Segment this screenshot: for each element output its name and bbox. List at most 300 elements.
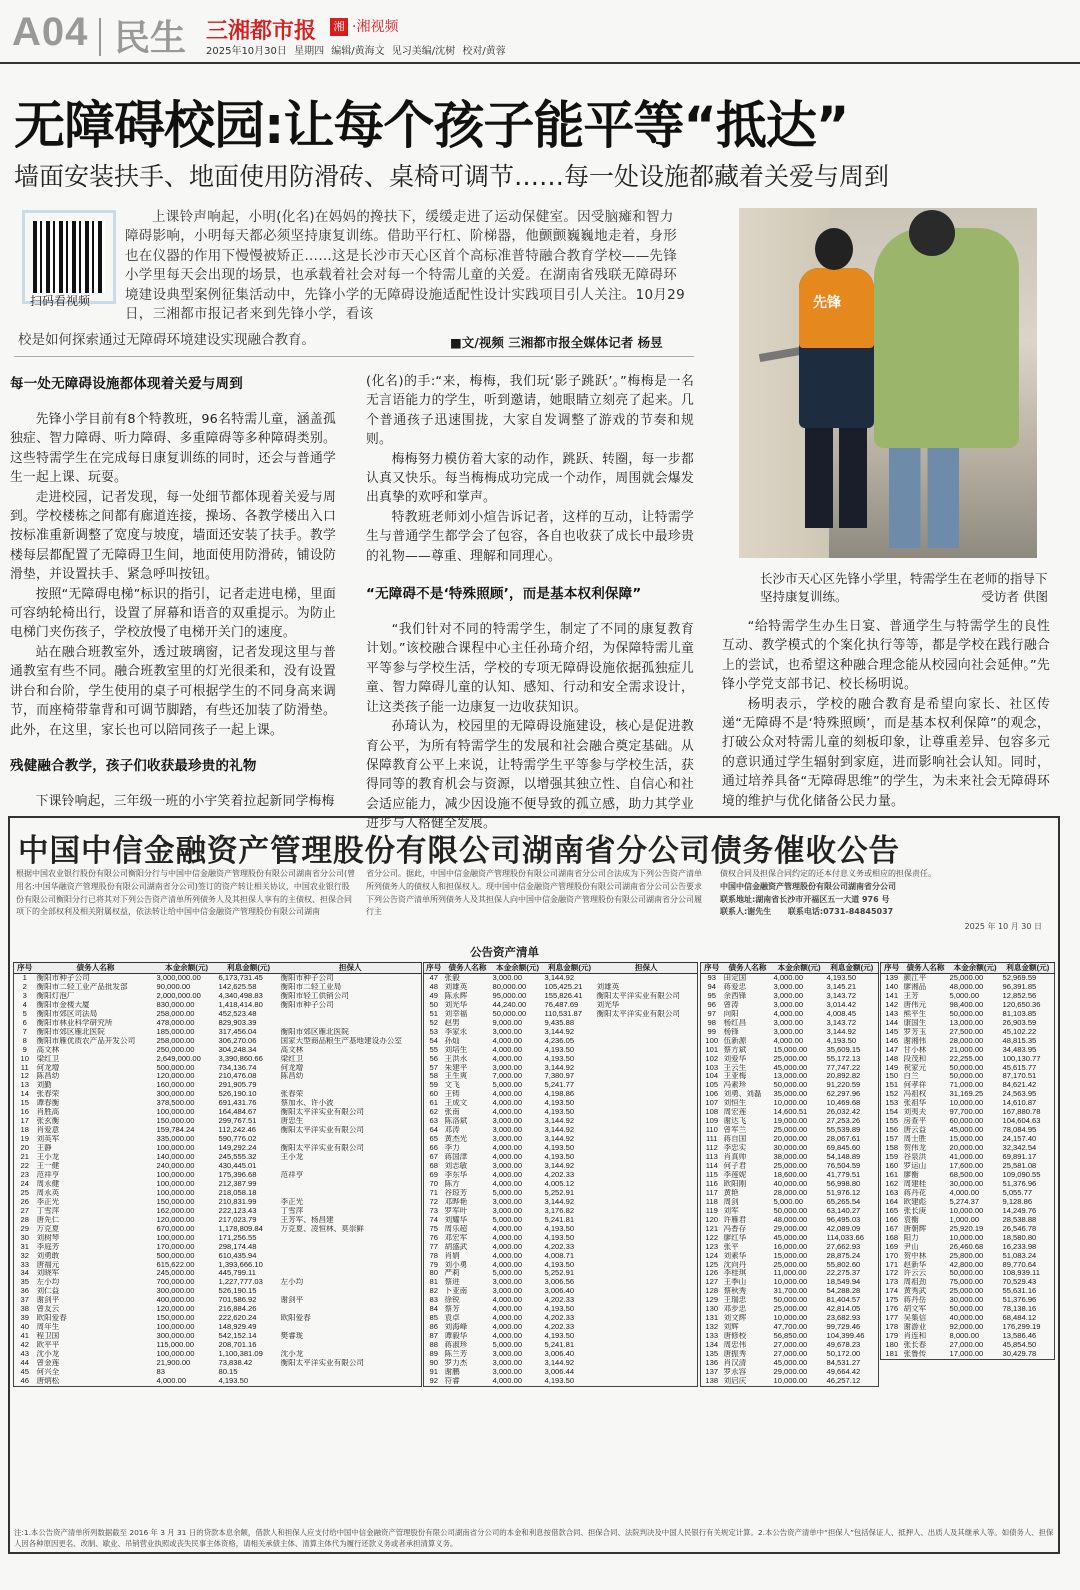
table-cell: 王芳 <box>903 991 919 1000</box>
table-cell: 217,023.79 <box>218 1215 257 1224</box>
table-cell: 唐振秀 <box>723 1350 747 1359</box>
table-row <box>881 1099 1055 1108</box>
table-row <box>701 1278 879 1287</box>
column-header: 担保人 <box>280 963 422 974</box>
table-cell: 张长庚 <box>903 1206 927 1215</box>
table-row <box>701 1323 879 1332</box>
table-cell: 蒋自国 <box>723 1135 747 1144</box>
table-row <box>14 1046 422 1055</box>
table-cell: 93 <box>707 973 716 982</box>
table-cell: 蔡秋秀 <box>723 1287 747 1296</box>
paragraph: 孙琦认为，校园里的无障碍设施建设，核心是促进教育公平，为所有特需学生的发展和社会融合奠定基础。从保障教育公平上来说，让特需学生平等参与学校生活，获得同等的教育机会与资源，以增强其独立性、自信心和社会适应能力，减少因设施不便导致的孤立感，助力其学业进步与人格健全发展。 <box>366 719 694 832</box>
table-cell: 周永健 <box>36 1179 60 1188</box>
table-cell: 3,143.72 <box>826 991 857 1000</box>
table-cell: 衡阳市郊区司法局 <box>36 1009 98 1018</box>
table-cell: 176 <box>885 1305 899 1314</box>
table-cell: 29,000.00 <box>773 1224 808 1233</box>
table-cell: 38,000.00 <box>773 1153 808 1162</box>
table-cell: 胡文军 <box>903 1305 927 1314</box>
table-cell: 120,000.00 <box>156 1215 195 1224</box>
column-header: 利息金额(元) <box>218 963 280 974</box>
table-cell: 许雁君 <box>723 1215 747 1224</box>
company-address: 联系地址:湖南省长沙市开福区五一大道 976 号 <box>720 894 890 904</box>
table-cell: 670,000.00 <box>156 1224 195 1233</box>
table-row <box>14 983 422 992</box>
table-cell: 3,000.00 <box>773 1027 804 1036</box>
table-cell: 12,852.56 <box>1002 991 1037 1000</box>
table-cell: 108,939.11 <box>1002 1269 1040 1278</box>
table-cell <box>596 1305 698 1314</box>
section-heading: “无障碍不是‘特殊照顾’，而是基本权利保障” <box>366 586 642 603</box>
table-cell: 杨锋 <box>723 1027 739 1036</box>
table-cell: 24,563.95 <box>1002 1090 1037 1099</box>
table-cell: 82 <box>429 1287 438 1296</box>
table-cell: 何孝祥 <box>903 1081 927 1090</box>
table-cell: 7 <box>22 1027 27 1036</box>
table-row <box>881 1350 1055 1359</box>
table-cell: 刘幸福 <box>444 1009 468 1018</box>
table-cell: 杨红昌 <box>723 1018 747 1027</box>
table-cell: 120 <box>705 1215 719 1224</box>
table-cell: 50,000.00 <box>773 1206 808 1215</box>
column-header: 利息金额(元) <box>1002 963 1055 974</box>
table-cell: 罗芳玉 <box>903 1027 927 1036</box>
table-cell: 71 <box>429 1188 438 1197</box>
table-cell: 95,000.00 <box>492 991 527 1000</box>
table-cell: 378,500.00 <box>156 1099 195 1108</box>
table-row <box>701 1010 879 1019</box>
table-cell: 谢湘伟 <box>903 1036 927 1045</box>
table-cell: 4,000.00 <box>492 1323 523 1332</box>
table-row <box>881 1028 1055 1037</box>
table-row <box>424 1001 698 1010</box>
table-row <box>701 1216 879 1225</box>
table-cell: 3,144.92 <box>826 1027 857 1036</box>
table-row <box>701 1001 879 1010</box>
table-cell: 159,784.24 <box>156 1126 195 1135</box>
table-cell: 129 <box>705 1296 719 1305</box>
table-cell: 刘海峰 <box>444 1323 468 1332</box>
table-cell: 162 <box>885 1179 899 1188</box>
table-cell: 梁红卫 <box>36 1054 60 1063</box>
table-row <box>701 1046 879 1055</box>
table-row <box>14 1028 422 1037</box>
table-cell: 26,460.68 <box>949 1242 984 1251</box>
table-cell: 63,140.27 <box>826 1206 861 1215</box>
table-cell: 刘恒生 <box>723 1099 747 1108</box>
table-cell: 伍新源 <box>723 1036 747 1045</box>
table-cell: 4,202.33 <box>544 1242 575 1251</box>
table-cell: 黄秀武 <box>903 1287 927 1296</box>
table-cell: 廖红华 <box>723 1233 747 1242</box>
table-cell: 142 <box>885 1000 899 1009</box>
table-cell: 3,006.40 <box>544 1350 575 1359</box>
table-row <box>881 974 1055 983</box>
table-cell <box>280 1269 422 1278</box>
table-cell: 曾涛 <box>723 1000 739 1009</box>
table-cell: 142,625.58 <box>218 982 257 991</box>
table-row <box>881 1144 1055 1153</box>
table-cell: 165 <box>885 1206 899 1215</box>
table-cell: 144 <box>885 1018 899 1027</box>
table-cell: 3,145.21 <box>826 982 857 991</box>
table-row <box>14 1081 422 1090</box>
table-cell: 45,000.00 <box>949 1126 984 1135</box>
table-cell: 4,193.50 <box>544 1045 575 1054</box>
table-cell: 29,000.00 <box>773 1367 808 1376</box>
table-cell: 100,000.00 <box>156 1350 195 1359</box>
table-row <box>881 1108 1055 1117</box>
table-cell: 刘树琴 <box>36 1233 60 1242</box>
table-cell: 衡阳市种子公司 <box>280 1000 334 1009</box>
table-cell: 衡阳灯泡厂 <box>36 991 75 1000</box>
table-cell: 陈昌幼 <box>280 1072 304 1081</box>
table-cell: 13,000.00 <box>949 1018 984 1027</box>
table-cell: 52 <box>429 1018 438 1027</box>
table-cell: 123 <box>705 1242 719 1251</box>
table-cell: 77,747.22 <box>826 1063 861 1072</box>
table-cell: 71,000.00 <box>949 1081 984 1090</box>
table-cell: 刘雄英 <box>444 982 468 991</box>
table-cell: 30,429.78 <box>1002 1350 1037 1359</box>
table-cell: 41,779.51 <box>826 1170 861 1179</box>
table-cell: 3,000.00 <box>773 1018 804 1027</box>
table-cell: 138 <box>705 1376 719 1385</box>
column-header: 本金余额(元) <box>949 963 1002 974</box>
qr-code-icon[interactable] <box>22 210 116 304</box>
table-row <box>701 1243 879 1252</box>
table-cell <box>596 1341 698 1350</box>
table-row <box>424 1081 698 1090</box>
table-cell: 700,000.00 <box>156 1278 195 1287</box>
table-cell: 23 <box>20 1170 29 1179</box>
table-cell: 左小均 <box>36 1278 60 1287</box>
table-cell: 100,000.00 <box>156 1179 195 1188</box>
table-cell: 4,000.00 <box>492 1179 523 1188</box>
table-cell: 132 <box>705 1323 719 1332</box>
table-cell: 101 <box>705 1045 719 1054</box>
table-cell: 4,193.50 <box>544 1332 575 1341</box>
table-cell: 81,103.85 <box>1002 1009 1037 1018</box>
table-row <box>14 1278 422 1287</box>
header-divider <box>99 18 101 56</box>
table-cell: 50,172.00 <box>826 1350 861 1359</box>
table-header-row <box>424 963 698 974</box>
table-row <box>424 1037 698 1046</box>
table-cell: 70 <box>429 1179 438 1188</box>
table-cell: 12 <box>20 1072 29 1081</box>
table-cell: 50,000.00 <box>949 1269 984 1278</box>
table-row <box>881 1064 1055 1073</box>
table-cell: 258,000.00 <box>156 1036 195 1045</box>
table-cell: 3,000.00 <box>773 991 804 1000</box>
table-cell: 谭春衡 <box>36 1099 60 1108</box>
table-cell <box>280 1189 422 1198</box>
table-cell: 240,000.00 <box>156 1162 195 1171</box>
table-row <box>881 1243 1055 1252</box>
table-cell: 唐忠生 <box>280 1117 304 1126</box>
table-row <box>14 1323 422 1332</box>
table-cell: 157 <box>885 1135 899 1144</box>
table-cell: 49 <box>429 991 438 1000</box>
table-cell: 245,000.00 <box>156 1269 195 1278</box>
table-cell: 1 <box>22 973 27 982</box>
table-cell: 137 <box>705 1367 719 1376</box>
table-cell <box>596 1216 698 1225</box>
table-cell: 45 <box>20 1367 29 1376</box>
table-row <box>14 1377 422 1386</box>
table-cell: 18,549.94 <box>826 1278 861 1287</box>
table-cell: 衡阳市郊区雁北医院 <box>280 1027 349 1036</box>
table-cell: 161 <box>885 1170 899 1179</box>
table-cell: 18 <box>20 1126 29 1135</box>
table-cell: 56,850.00 <box>773 1332 808 1341</box>
table-cell: 26,546.78 <box>1002 1224 1037 1233</box>
table-cell: 4,193.50 <box>826 973 857 982</box>
table-cell: 46 <box>20 1376 29 1385</box>
table-cell: 5,000.00 <box>773 1197 804 1206</box>
table-cell: 120,650.36 <box>1002 1000 1041 1009</box>
table-cell <box>596 1287 698 1296</box>
table-cell: 171,256.55 <box>218 1233 257 1242</box>
table-cell: 冯香存 <box>723 1224 747 1233</box>
table-cell: 41 <box>20 1332 29 1341</box>
table-cell: 46,257.12 <box>826 1376 861 1385</box>
table-cell: 沈小龙 <box>36 1350 60 1359</box>
table-cell: 60 <box>429 1090 438 1099</box>
table-cell: 83 <box>156 1367 165 1376</box>
table-row <box>881 1216 1055 1225</box>
table-cell <box>596 1377 698 1386</box>
table-cell: 谢剑平 <box>36 1296 60 1305</box>
table-cell: 28,875.24 <box>826 1251 861 1260</box>
table-cell: 欧阳爱春 <box>36 1314 67 1323</box>
table-cell: 衡阳市轻工供销公司 <box>280 991 349 1000</box>
table-cell: 3,144.92 <box>544 1162 575 1171</box>
table-cell: 54,148.89 <box>826 1153 861 1162</box>
table-cell <box>596 1368 698 1377</box>
table-cell: 刘小勇 <box>444 1260 468 1269</box>
article-intro-end: 校是如何探索通过无障碍环境建设实现融合教育。 <box>18 332 315 348</box>
newspaper-brand: 三湘都市报 <box>206 19 317 44</box>
table-cell: 唐朝辉 <box>903 1224 927 1233</box>
table-cell: 许云云 <box>903 1269 927 1278</box>
table-cell: 96,391.85 <box>1002 982 1037 991</box>
table-cell: 衡阳市金楼大厦 <box>36 1000 90 1009</box>
table-cell: 余西锋 <box>723 991 747 1000</box>
table-cell: 李桂琪 <box>723 1269 747 1278</box>
contact-phone: 联系电话:0731-84845037 <box>787 907 894 917</box>
paragraph: (化名)的手:“来，梅梅，我们玩‘影子跳跃’。”梅梅是一名无言语能力的学生，听到邀请，她眼睛立刻亮了起来。几个普通孩子迅速围拢，大家自发调整了游戏的节奏和规则。 <box>366 374 694 448</box>
table-cell: 5,000.00 <box>492 1215 523 1224</box>
table-cell: 3,000.00 <box>492 1117 523 1126</box>
table-cell: 10,000.00 <box>949 1099 984 1108</box>
table-row <box>424 1117 698 1126</box>
table-row <box>701 1252 879 1261</box>
table-cell: 樊睿珑 <box>280 1332 304 1341</box>
table-row <box>424 1126 698 1135</box>
table-cell <box>596 1332 698 1341</box>
qr-label: 扫码看视频 <box>30 294 91 308</box>
article-intro: 上课铃声响起，小明(化名)在妈妈的搀扶下，缓缓走进了运动保健室。因受脑瘫和智力障碍影响，小明每天都必须坚持康复训练。借助平行杠、阶梯器，他颤颤巍巍地走着，身形也在仪器的作用下慢慢被矫正……这是长沙市天心区首个高标准普特融合教育学校——先锋小学里每天会出现的场景，也承载着社会对每一个特需儿童的关爱。在湖南省残联无障碍环境建设典型案例征集活动中，先锋小学的无障碍设施适配性设计实践项目引人关注。10月29日，三湘都市报记者来到先锋小学，看该 <box>125 209 685 323</box>
table-cell: 邓宏军 <box>444 1233 468 1242</box>
table-cell: 15,000.00 <box>773 1045 808 1054</box>
table-cell: 31 <box>20 1242 29 1251</box>
table-cell: 130 <box>705 1305 719 1314</box>
table-cell: 冯素珍 <box>723 1081 747 1090</box>
table-cell: 43 <box>20 1350 29 1359</box>
table-cell: 欧阳刚 <box>723 1179 747 1188</box>
table-cell: 68 <box>429 1162 438 1171</box>
table-cell <box>596 1144 698 1153</box>
table-cell: 3,000.00 <box>773 1000 804 1009</box>
table-row <box>424 1225 698 1234</box>
table-cell: 40,000.00 <box>773 1179 808 1188</box>
table-row <box>701 1126 879 1135</box>
table-row <box>424 1332 698 1341</box>
table-cell: 102 <box>705 1054 719 1063</box>
table-row <box>701 1350 879 1359</box>
table-cell <box>596 1126 698 1135</box>
table-cell: 24 <box>20 1179 29 1188</box>
table-row <box>881 1314 1055 1323</box>
table-cell: 王生爽 <box>444 1072 468 1081</box>
table-cell: 吴集信 <box>903 1314 927 1323</box>
table-cell: 210,831.99 <box>218 1197 257 1206</box>
table-row <box>701 1261 879 1270</box>
table-cell <box>596 1278 698 1287</box>
table-cell: 左小均 <box>280 1278 304 1287</box>
table-cell: 114,033.66 <box>826 1233 864 1242</box>
table-cell: 邓涛 <box>444 1126 460 1135</box>
paragraph: 特教班老师刘小煊告诉记者，这样的互动，让特需学生与普通学生都学会了包容，各自也收获了成长中最珍贵的礼物——尊重、理解和同理心。 <box>366 509 694 564</box>
table-cell: 4,000.00 <box>492 1108 523 1117</box>
table-row <box>14 1332 422 1341</box>
table-row <box>881 1001 1055 1010</box>
table-row <box>424 1028 698 1037</box>
table-cell: 14,600.51 <box>773 1108 808 1117</box>
table-cell: 16,000.00 <box>773 1242 808 1251</box>
table-cell: 51,376.96 <box>1002 1179 1037 1188</box>
table-cell: 49,664.42 <box>826 1367 861 1376</box>
table-row <box>424 1368 698 1377</box>
table-cell: 88 <box>429 1341 438 1350</box>
table-cell: 10,000.00 <box>773 1099 808 1108</box>
column-header: 本金余额(元) <box>773 963 826 974</box>
table-cell: 王成文 <box>444 1099 468 1108</box>
table-row <box>14 1243 422 1252</box>
paragraph: 按照“无障碍电梯”标识的指引，记者走进电梯，里面可容纳轮椅出行，设置了屏幕和语音的双重提示。为防止电梯门夹伤孩子，学校放慢了电梯开关门的速度。 <box>10 586 336 641</box>
table-cell: 4,000.00 <box>492 1305 523 1314</box>
table-row <box>701 1117 879 1126</box>
table-row <box>881 1090 1055 1099</box>
table-cell: 28,067.61 <box>826 1135 861 1144</box>
table-row <box>424 1261 698 1270</box>
table-cell: 95 <box>707 991 716 1000</box>
table-cell: 73,838.42 <box>218 1358 253 1367</box>
table-cell <box>596 1296 698 1305</box>
table-cell: 691,431.76 <box>218 1099 257 1108</box>
table-cell: 86 <box>429 1323 438 1332</box>
table-cell: 58 <box>429 1072 438 1081</box>
table-cell: 44,240.00 <box>492 1000 527 1009</box>
table-cell: 49,678.23 <box>826 1341 861 1350</box>
table-cell: 4,000.00 <box>492 1170 523 1179</box>
table-cell: 26,032.42 <box>826 1108 861 1117</box>
table-cell: 衡阳太平洋实业有限公司 <box>596 991 681 1000</box>
table-row <box>424 983 698 992</box>
table-cell: 67 <box>429 1153 438 1162</box>
table-cell: 108 <box>705 1108 719 1117</box>
table-cell: 155 <box>885 1117 899 1126</box>
column-header: 债务人名称 <box>444 963 492 974</box>
table-cell: 38 <box>20 1305 29 1314</box>
table-cell: 丁雪萍 <box>36 1206 60 1215</box>
table-cell: 周宏莲 <box>723 1108 747 1117</box>
table-cell: 47,700.00 <box>773 1323 808 1332</box>
paragraph: 站在融合班教室外，透过玻璃窗，记者发现这里与普通教室有些不同。融合班教室里的灯光很柔和，没有设置讲台和台阶，学生使用的桌子可根据学生的不同身高来调节，而座椅带靠背和可调节脚踏，有些还加装了防滑垫。此外，在这里，家长也可以陪同孩子一起上课。 <box>10 644 336 738</box>
table-cell: 41,000.00 <box>949 1153 984 1162</box>
table-cell: 164 <box>885 1197 899 1206</box>
table-cell <box>280 1234 422 1243</box>
table-row <box>424 1090 698 1099</box>
table-cell: 蒋爱忠 <box>723 982 747 991</box>
table-cell: 欧平平 <box>36 1341 60 1350</box>
table-cell: 4,000.00 <box>492 1224 523 1233</box>
table-cell: 唐修校 <box>723 1332 747 1341</box>
table-cell: 4,198.86 <box>544 1090 575 1099</box>
table-cell: 335,000.00 <box>156 1135 195 1144</box>
table-cell: 5,000.00 <box>949 991 980 1000</box>
table-cell: 105 <box>705 1081 719 1090</box>
table-cell: 25,000.00 <box>949 973 984 982</box>
table-cell: 48,815.35 <box>1002 1036 1037 1045</box>
table-cell: 4,193.50 <box>544 1233 575 1242</box>
table-cell: 胡盛武 <box>444 1242 468 1251</box>
asset-table-1 <box>13 962 422 1387</box>
table-row <box>424 1243 698 1252</box>
table-cell: 25,920.19 <box>949 1224 984 1233</box>
table-row <box>701 1081 879 1090</box>
table-row <box>14 1171 422 1180</box>
asset-table-2 <box>423 962 698 1387</box>
table-cell: 14 <box>20 1090 29 1099</box>
table-cell <box>280 1305 422 1314</box>
table-cell <box>596 1135 698 1144</box>
table-row <box>14 1117 422 1126</box>
table-cell: 周忠伟 <box>723 1341 747 1350</box>
table-cell: 周祖劲 <box>903 1278 927 1287</box>
table-cell: 66 <box>429 1144 438 1153</box>
table-cell: 祝家元 <box>903 1063 927 1072</box>
table-cell: 45,854.50 <box>1002 1341 1037 1350</box>
table-row <box>14 1189 422 1198</box>
table-cell: 76 <box>429 1233 438 1242</box>
table-cell <box>596 1153 698 1162</box>
table-cell: 179 <box>885 1332 899 1341</box>
table-cell: 王铸 <box>444 1090 460 1099</box>
subheadline: 墙面安装扶手、地面使用防滑砖、桌椅可调节……每一处设施都藏着关爱与周到 <box>14 162 890 191</box>
notice-paragraph-2: 省分公司。据此，中国中信金融资产管理股份有限公司湖南省分公司合法成为下列公告资产清单所列债务人的债权人和担保权人。现中国中信金融资产管理股份有限公司湖南省分公司公告要求下列公告资产清单所列债务人及其担保人向中国中信金融资产管理股份有限公司湖南省分公司履行主 <box>366 869 702 917</box>
table-cell: 衡阳市二轻工业局 <box>280 982 342 991</box>
table-cell: 万克夏 <box>36 1224 60 1233</box>
table-row <box>881 1225 1055 1234</box>
table-cell: 61 <box>429 1099 438 1108</box>
table-cell: 刘文辉 <box>723 1314 747 1323</box>
table-cell: 100,000.00 <box>156 1188 195 1197</box>
table-cell: 张毅 <box>444 973 460 982</box>
table-cell: 452,523.48 <box>218 1009 257 1018</box>
